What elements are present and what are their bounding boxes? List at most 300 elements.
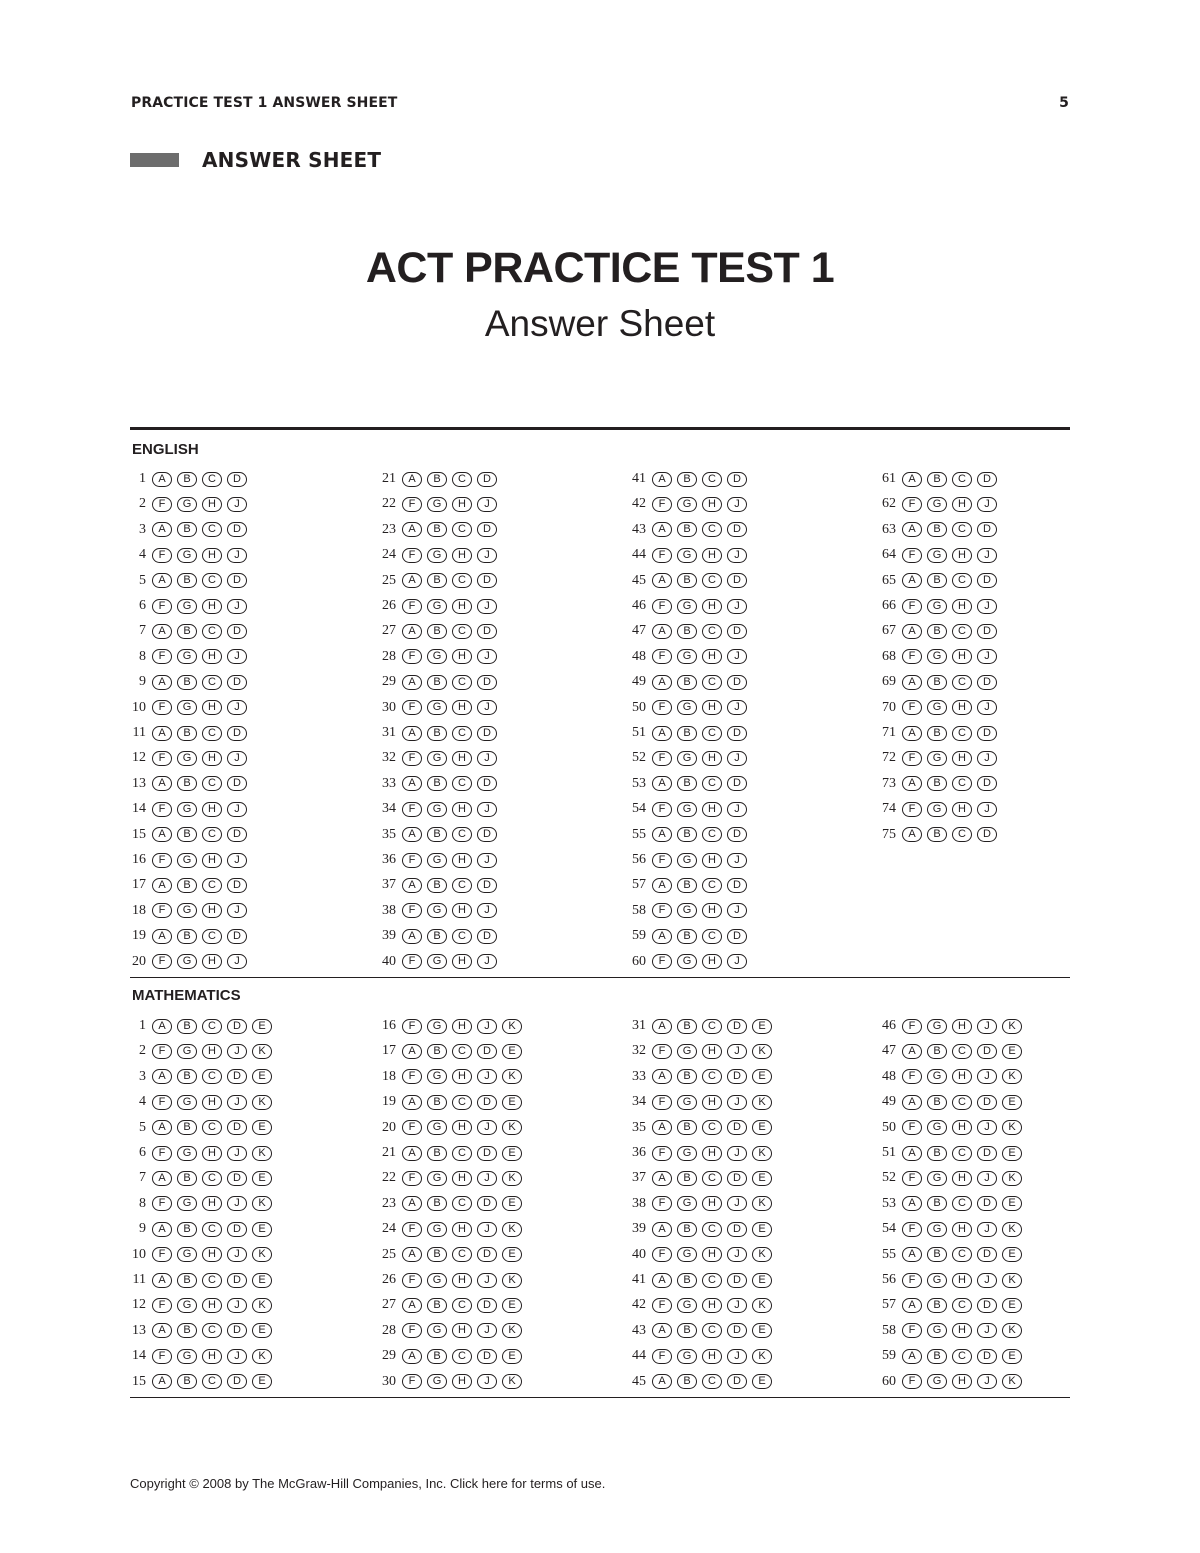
answer-bubble-g[interactable]: G — [427, 497, 447, 512]
answer-bubble-c[interactable]: C — [952, 522, 972, 537]
answer-bubble-a[interactable]: A — [652, 1019, 672, 1034]
answer-bubble-c[interactable]: C — [452, 776, 472, 791]
answer-bubble-b[interactable]: B — [677, 726, 697, 741]
answer-bubble-a[interactable]: A — [152, 522, 172, 537]
answer-bubble-j[interactable]: J — [227, 649, 247, 664]
answer-bubble-e[interactable]: E — [752, 1222, 772, 1237]
answer-bubble-h[interactable]: H — [452, 497, 472, 512]
answer-bubble-d[interactable]: D — [977, 726, 997, 741]
answer-bubble-e[interactable]: E — [502, 1349, 522, 1364]
answer-bubble-a[interactable]: A — [652, 827, 672, 842]
answer-bubble-f[interactable]: F — [902, 649, 922, 664]
answer-bubble-h[interactable]: H — [702, 548, 722, 563]
answer-bubble-j[interactable]: J — [227, 497, 247, 512]
answer-bubble-d[interactable]: D — [227, 878, 247, 893]
answer-bubble-b[interactable]: B — [177, 675, 197, 690]
answer-bubble-f[interactable]: F — [402, 1323, 422, 1338]
answer-bubble-f[interactable]: F — [652, 954, 672, 969]
answer-bubble-h[interactable]: H — [702, 1247, 722, 1262]
answer-bubble-j[interactable]: J — [727, 1095, 747, 1110]
answer-bubble-h[interactable]: H — [452, 1222, 472, 1237]
answer-bubble-j[interactable]: J — [227, 1044, 247, 1059]
answer-bubble-c[interactable]: C — [702, 472, 722, 487]
answer-bubble-g[interactable]: G — [927, 599, 947, 614]
answer-bubble-b[interactable]: B — [927, 776, 947, 791]
answer-bubble-a[interactable]: A — [402, 522, 422, 537]
answer-bubble-f[interactable]: F — [152, 700, 172, 715]
answer-bubble-h[interactable]: H — [202, 802, 222, 817]
answer-bubble-c[interactable]: C — [202, 1171, 222, 1186]
answer-bubble-d[interactable]: D — [977, 1095, 997, 1110]
answer-bubble-e[interactable]: E — [752, 1374, 772, 1389]
answer-bubble-c[interactable]: C — [452, 1298, 472, 1313]
answer-bubble-h[interactable]: H — [452, 903, 472, 918]
answer-bubble-b[interactable]: B — [177, 522, 197, 537]
answer-bubble-j[interactable]: J — [977, 649, 997, 664]
answer-bubble-b[interactable]: B — [427, 1095, 447, 1110]
answer-bubble-d[interactable]: D — [227, 1222, 247, 1237]
answer-bubble-b[interactable]: B — [927, 472, 947, 487]
answer-bubble-f[interactable]: F — [152, 802, 172, 817]
answer-bubble-f[interactable]: F — [152, 649, 172, 664]
answer-bubble-j[interactable]: J — [227, 802, 247, 817]
answer-bubble-k[interactable]: K — [1002, 1069, 1022, 1084]
answer-bubble-h[interactable]: H — [702, 1196, 722, 1211]
answer-bubble-j[interactable]: J — [477, 751, 497, 766]
answer-bubble-a[interactable]: A — [902, 726, 922, 741]
answer-bubble-d[interactable]: D — [727, 1019, 747, 1034]
answer-bubble-h[interactable]: H — [202, 1349, 222, 1364]
answer-bubble-f[interactable]: F — [652, 548, 672, 563]
answer-bubble-e[interactable]: E — [252, 1019, 272, 1034]
answer-bubble-e[interactable]: E — [1002, 1196, 1022, 1211]
answer-bubble-b[interactable]: B — [677, 472, 697, 487]
answer-bubble-a[interactable]: A — [402, 1146, 422, 1161]
answer-bubble-j[interactable]: J — [727, 649, 747, 664]
answer-bubble-j[interactable]: J — [727, 497, 747, 512]
answer-bubble-f[interactable]: F — [902, 802, 922, 817]
answer-bubble-a[interactable]: A — [402, 1095, 422, 1110]
answer-bubble-h[interactable]: H — [702, 1349, 722, 1364]
answer-bubble-a[interactable]: A — [152, 472, 172, 487]
answer-bubble-d[interactable]: D — [227, 1120, 247, 1135]
answer-bubble-c[interactable]: C — [702, 1374, 722, 1389]
answer-bubble-d[interactable]: D — [977, 1044, 997, 1059]
answer-bubble-b[interactable]: B — [677, 1120, 697, 1135]
answer-bubble-c[interactable]: C — [452, 1349, 472, 1364]
answer-bubble-h[interactable]: H — [452, 1374, 472, 1389]
answer-bubble-c[interactable]: C — [702, 1323, 722, 1338]
answer-bubble-f[interactable]: F — [402, 1171, 422, 1186]
answer-bubble-c[interactable]: C — [452, 726, 472, 741]
answer-bubble-f[interactable]: F — [402, 1374, 422, 1389]
answer-bubble-d[interactable]: D — [227, 929, 247, 944]
answer-bubble-c[interactable]: C — [202, 929, 222, 944]
answer-bubble-a[interactable]: A — [652, 1374, 672, 1389]
answer-bubble-b[interactable]: B — [177, 1069, 197, 1084]
answer-bubble-h[interactable]: H — [952, 497, 972, 512]
answer-bubble-a[interactable]: A — [402, 776, 422, 791]
answer-bubble-c[interactable]: C — [952, 1095, 972, 1110]
answer-bubble-a[interactable]: A — [902, 1196, 922, 1211]
answer-bubble-g[interactable]: G — [177, 497, 197, 512]
answer-bubble-a[interactable]: A — [152, 675, 172, 690]
answer-bubble-b[interactable]: B — [177, 827, 197, 842]
answer-bubble-h[interactable]: H — [702, 903, 722, 918]
answer-bubble-f[interactable]: F — [652, 751, 672, 766]
answer-bubble-k[interactable]: K — [1002, 1171, 1022, 1186]
answer-bubble-f[interactable]: F — [402, 853, 422, 868]
answer-bubble-d[interactable]: D — [227, 1323, 247, 1338]
answer-bubble-g[interactable]: G — [927, 1171, 947, 1186]
answer-bubble-k[interactable]: K — [502, 1323, 522, 1338]
answer-bubble-b[interactable]: B — [177, 624, 197, 639]
answer-bubble-f[interactable]: F — [652, 1196, 672, 1211]
answer-bubble-g[interactable]: G — [927, 548, 947, 563]
answer-bubble-d[interactable]: D — [227, 675, 247, 690]
answer-bubble-d[interactable]: D — [977, 776, 997, 791]
answer-bubble-a[interactable]: A — [402, 472, 422, 487]
answer-bubble-j[interactable]: J — [727, 1044, 747, 1059]
answer-bubble-d[interactable]: D — [727, 1171, 747, 1186]
answer-bubble-g[interactable]: G — [427, 903, 447, 918]
answer-bubble-f[interactable]: F — [152, 1247, 172, 1262]
answer-bubble-d[interactable]: D — [727, 1120, 747, 1135]
answer-bubble-d[interactable]: D — [227, 1069, 247, 1084]
answer-bubble-h[interactable]: H — [702, 1095, 722, 1110]
answer-bubble-a[interactable]: A — [402, 573, 422, 588]
answer-bubble-f[interactable]: F — [152, 497, 172, 512]
answer-bubble-f[interactable]: F — [902, 1069, 922, 1084]
answer-bubble-h[interactable]: H — [702, 599, 722, 614]
answer-bubble-c[interactable]: C — [202, 726, 222, 741]
answer-bubble-d[interactable]: D — [977, 1247, 997, 1262]
answer-bubble-h[interactable]: H — [952, 802, 972, 817]
answer-bubble-g[interactable]: G — [927, 1323, 947, 1338]
answer-bubble-c[interactable]: C — [952, 726, 972, 741]
answer-bubble-j[interactable]: J — [477, 1323, 497, 1338]
answer-bubble-c[interactable]: C — [702, 1069, 722, 1084]
answer-bubble-b[interactable]: B — [177, 1222, 197, 1237]
answer-bubble-b[interactable]: B — [177, 472, 197, 487]
answer-bubble-c[interactable]: C — [702, 573, 722, 588]
answer-bubble-c[interactable]: C — [202, 573, 222, 588]
answer-bubble-g[interactable]: G — [677, 1349, 697, 1364]
answer-bubble-g[interactable]: G — [677, 802, 697, 817]
answer-bubble-g[interactable]: G — [427, 1222, 447, 1237]
answer-bubble-g[interactable]: G — [927, 802, 947, 817]
answer-bubble-f[interactable]: F — [652, 853, 672, 868]
answer-bubble-a[interactable]: A — [152, 1120, 172, 1135]
answer-bubble-f[interactable]: F — [902, 1323, 922, 1338]
answer-bubble-c[interactable]: C — [202, 1323, 222, 1338]
answer-bubble-c[interactable]: C — [202, 776, 222, 791]
answer-bubble-k[interactable]: K — [502, 1120, 522, 1135]
answer-bubble-c[interactable]: C — [452, 1095, 472, 1110]
answer-bubble-a[interactable]: A — [652, 1069, 672, 1084]
answer-bubble-g[interactable]: G — [927, 1374, 947, 1389]
answer-bubble-h[interactable]: H — [952, 700, 972, 715]
answer-bubble-j[interactable]: J — [977, 1222, 997, 1237]
answer-bubble-b[interactable]: B — [427, 776, 447, 791]
answer-bubble-j[interactable]: J — [477, 1273, 497, 1288]
answer-bubble-j[interactable]: J — [477, 497, 497, 512]
answer-bubble-b[interactable]: B — [927, 1349, 947, 1364]
answer-bubble-e[interactable]: E — [502, 1146, 522, 1161]
answer-bubble-h[interactable]: H — [202, 1247, 222, 1262]
answer-bubble-k[interactable]: K — [502, 1171, 522, 1186]
answer-bubble-e[interactable]: E — [752, 1120, 772, 1135]
answer-bubble-j[interactable]: J — [227, 751, 247, 766]
answer-bubble-a[interactable]: A — [902, 827, 922, 842]
answer-bubble-c[interactable]: C — [202, 1069, 222, 1084]
answer-bubble-h[interactable]: H — [452, 1069, 472, 1084]
answer-bubble-j[interactable]: J — [227, 1298, 247, 1313]
answer-bubble-k[interactable]: K — [1002, 1374, 1022, 1389]
answer-bubble-e[interactable]: E — [1002, 1095, 1022, 1110]
answer-bubble-d[interactable]: D — [477, 1044, 497, 1059]
answer-bubble-k[interactable]: K — [1002, 1273, 1022, 1288]
answer-bubble-j[interactable]: J — [727, 1247, 747, 1262]
answer-bubble-b[interactable]: B — [677, 1273, 697, 1288]
answer-bubble-c[interactable]: C — [952, 1146, 972, 1161]
answer-bubble-k[interactable]: K — [752, 1196, 772, 1211]
answer-bubble-d[interactable]: D — [727, 675, 747, 690]
answer-bubble-b[interactable]: B — [677, 1323, 697, 1338]
answer-bubble-g[interactable]: G — [427, 1273, 447, 1288]
answer-bubble-h[interactable]: H — [702, 853, 722, 868]
answer-bubble-j[interactable]: J — [727, 751, 747, 766]
answer-bubble-a[interactable]: A — [152, 776, 172, 791]
answer-bubble-k[interactable]: K — [752, 1044, 772, 1059]
answer-bubble-g[interactable]: G — [677, 1196, 697, 1211]
answer-bubble-a[interactable]: A — [902, 675, 922, 690]
answer-bubble-f[interactable]: F — [652, 497, 672, 512]
answer-bubble-c[interactable]: C — [952, 1349, 972, 1364]
answer-bubble-g[interactable]: G — [927, 1273, 947, 1288]
answer-bubble-c[interactable]: C — [452, 1044, 472, 1059]
answer-bubble-k[interactable]: K — [252, 1196, 272, 1211]
answer-bubble-j[interactable]: J — [477, 954, 497, 969]
answer-bubble-g[interactable]: G — [427, 802, 447, 817]
answer-bubble-j[interactable]: J — [477, 1019, 497, 1034]
answer-bubble-j[interactable]: J — [227, 599, 247, 614]
answer-bubble-h[interactable]: H — [452, 649, 472, 664]
answer-bubble-e[interactable]: E — [252, 1273, 272, 1288]
answer-bubble-j[interactable]: J — [977, 1273, 997, 1288]
answer-bubble-h[interactable]: H — [702, 497, 722, 512]
answer-bubble-b[interactable]: B — [677, 1069, 697, 1084]
answer-bubble-h[interactable]: H — [202, 903, 222, 918]
answer-bubble-c[interactable]: C — [702, 624, 722, 639]
answer-bubble-g[interactable]: G — [677, 1044, 697, 1059]
answer-bubble-d[interactable]: D — [227, 776, 247, 791]
answer-bubble-a[interactable]: A — [902, 624, 922, 639]
answer-bubble-b[interactable]: B — [927, 1146, 947, 1161]
answer-bubble-j[interactable]: J — [727, 1146, 747, 1161]
answer-bubble-e[interactable]: E — [502, 1247, 522, 1262]
answer-bubble-j[interactable]: J — [227, 700, 247, 715]
answer-bubble-b[interactable]: B — [927, 1247, 947, 1262]
answer-bubble-c[interactable]: C — [952, 675, 972, 690]
answer-bubble-d[interactable]: D — [477, 1349, 497, 1364]
answer-bubble-d[interactable]: D — [977, 1146, 997, 1161]
answer-bubble-d[interactable]: D — [977, 675, 997, 690]
answer-bubble-a[interactable]: A — [902, 1146, 922, 1161]
answer-bubble-f[interactable]: F — [402, 649, 422, 664]
answer-bubble-b[interactable]: B — [177, 1273, 197, 1288]
answer-bubble-a[interactable]: A — [652, 1222, 672, 1237]
answer-bubble-h[interactable]: H — [702, 649, 722, 664]
answer-bubble-c[interactable]: C — [452, 827, 472, 842]
answer-bubble-f[interactable]: F — [652, 1298, 672, 1313]
answer-bubble-b[interactable]: B — [677, 1374, 697, 1389]
answer-bubble-d[interactable]: D — [727, 827, 747, 842]
answer-bubble-a[interactable]: A — [402, 726, 422, 741]
answer-bubble-g[interactable]: G — [177, 1095, 197, 1110]
answer-bubble-e[interactable]: E — [502, 1095, 522, 1110]
answer-bubble-f[interactable]: F — [402, 954, 422, 969]
answer-bubble-c[interactable]: C — [702, 1120, 722, 1135]
answer-bubble-g[interactable]: G — [677, 1146, 697, 1161]
answer-bubble-j[interactable]: J — [477, 1120, 497, 1135]
answer-bubble-f[interactable]: F — [652, 1349, 672, 1364]
answer-bubble-f[interactable]: F — [902, 1222, 922, 1237]
answer-bubble-g[interactable]: G — [677, 1095, 697, 1110]
answer-bubble-d[interactable]: D — [977, 573, 997, 588]
answer-bubble-f[interactable]: F — [402, 497, 422, 512]
answer-bubble-g[interactable]: G — [427, 649, 447, 664]
answer-bubble-j[interactable]: J — [727, 853, 747, 868]
answer-bubble-k[interactable]: K — [502, 1374, 522, 1389]
answer-bubble-g[interactable]: G — [177, 1196, 197, 1211]
answer-bubble-k[interactable]: K — [752, 1146, 772, 1161]
answer-bubble-c[interactable]: C — [202, 1019, 222, 1034]
answer-bubble-b[interactable]: B — [177, 1120, 197, 1135]
answer-bubble-g[interactable]: G — [177, 1044, 197, 1059]
answer-bubble-b[interactable]: B — [427, 573, 447, 588]
answer-bubble-b[interactable]: B — [927, 624, 947, 639]
answer-bubble-d[interactable]: D — [227, 1374, 247, 1389]
answer-bubble-a[interactable]: A — [152, 726, 172, 741]
answer-bubble-b[interactable]: B — [927, 726, 947, 741]
answer-bubble-a[interactable]: A — [902, 1247, 922, 1262]
answer-bubble-j[interactable]: J — [977, 1323, 997, 1338]
answer-bubble-k[interactable]: K — [502, 1019, 522, 1034]
answer-bubble-f[interactable]: F — [902, 1171, 922, 1186]
answer-bubble-d[interactable]: D — [477, 1146, 497, 1161]
answer-bubble-a[interactable]: A — [652, 573, 672, 588]
answer-bubble-j[interactable]: J — [977, 1120, 997, 1135]
answer-bubble-g[interactable]: G — [177, 599, 197, 614]
answer-bubble-c[interactable]: C — [952, 776, 972, 791]
answer-bubble-b[interactable]: B — [177, 929, 197, 944]
answer-bubble-f[interactable]: F — [402, 903, 422, 918]
answer-bubble-g[interactable]: G — [427, 599, 447, 614]
answer-bubble-j[interactable]: J — [477, 903, 497, 918]
answer-bubble-b[interactable]: B — [427, 827, 447, 842]
answer-bubble-k[interactable]: K — [252, 1247, 272, 1262]
answer-bubble-f[interactable]: F — [902, 1019, 922, 1034]
answer-bubble-g[interactable]: G — [927, 751, 947, 766]
answer-bubble-c[interactable]: C — [952, 1196, 972, 1211]
answer-bubble-h[interactable]: H — [702, 802, 722, 817]
answer-bubble-a[interactable]: A — [402, 1298, 422, 1313]
answer-bubble-c[interactable]: C — [702, 1273, 722, 1288]
answer-bubble-f[interactable]: F — [902, 497, 922, 512]
answer-bubble-f[interactable]: F — [402, 1120, 422, 1135]
answer-bubble-d[interactable]: D — [227, 827, 247, 842]
answer-bubble-d[interactable]: D — [227, 573, 247, 588]
answer-bubble-c[interactable]: C — [702, 1171, 722, 1186]
answer-bubble-f[interactable]: F — [402, 1019, 422, 1034]
answer-bubble-a[interactable]: A — [402, 1247, 422, 1262]
answer-bubble-b[interactable]: B — [927, 675, 947, 690]
answer-bubble-e[interactable]: E — [752, 1323, 772, 1338]
answer-bubble-a[interactable]: A — [902, 573, 922, 588]
answer-bubble-j[interactable]: J — [477, 649, 497, 664]
answer-bubble-b[interactable]: B — [177, 1019, 197, 1034]
answer-bubble-c[interactable]: C — [202, 472, 222, 487]
answer-bubble-a[interactable]: A — [652, 878, 672, 893]
answer-bubble-h[interactable]: H — [202, 1044, 222, 1059]
answer-bubble-h[interactable]: H — [202, 1095, 222, 1110]
answer-bubble-b[interactable]: B — [427, 929, 447, 944]
answer-bubble-c[interactable]: C — [202, 878, 222, 893]
answer-bubble-d[interactable]: D — [477, 573, 497, 588]
answer-bubble-h[interactable]: H — [952, 1374, 972, 1389]
answer-bubble-j[interactable]: J — [227, 1247, 247, 1262]
answer-bubble-d[interactable]: D — [727, 1069, 747, 1084]
answer-bubble-a[interactable]: A — [652, 1171, 672, 1186]
answer-bubble-b[interactable]: B — [677, 827, 697, 842]
answer-bubble-k[interactable]: K — [752, 1095, 772, 1110]
answer-bubble-d[interactable]: D — [477, 878, 497, 893]
answer-bubble-a[interactable]: A — [152, 1273, 172, 1288]
answer-bubble-f[interactable]: F — [152, 1196, 172, 1211]
answer-bubble-j[interactable]: J — [477, 853, 497, 868]
answer-bubble-g[interactable]: G — [427, 700, 447, 715]
answer-bubble-c[interactable]: C — [452, 624, 472, 639]
answer-bubble-a[interactable]: A — [152, 1374, 172, 1389]
answer-bubble-f[interactable]: F — [652, 649, 672, 664]
answer-bubble-h[interactable]: H — [952, 1120, 972, 1135]
answer-bubble-j[interactable]: J — [477, 1222, 497, 1237]
answer-bubble-j[interactable]: J — [227, 1095, 247, 1110]
answer-bubble-d[interactable]: D — [727, 1374, 747, 1389]
answer-bubble-h[interactable]: H — [202, 751, 222, 766]
answer-bubble-d[interactable]: D — [727, 726, 747, 741]
answer-bubble-b[interactable]: B — [177, 1323, 197, 1338]
answer-bubble-f[interactable]: F — [152, 954, 172, 969]
answer-bubble-k[interactable]: K — [1002, 1019, 1022, 1034]
answer-bubble-g[interactable]: G — [677, 548, 697, 563]
answer-bubble-d[interactable]: D — [227, 1171, 247, 1186]
answer-bubble-g[interactable]: G — [177, 802, 197, 817]
answer-bubble-e[interactable]: E — [252, 1069, 272, 1084]
answer-bubble-d[interactable]: D — [727, 1222, 747, 1237]
answer-bubble-h[interactable]: H — [202, 1196, 222, 1211]
answer-bubble-k[interactable]: K — [252, 1044, 272, 1059]
answer-bubble-h[interactable]: H — [202, 649, 222, 664]
answer-bubble-c[interactable]: C — [702, 776, 722, 791]
answer-bubble-b[interactable]: B — [427, 624, 447, 639]
answer-bubble-a[interactable]: A — [402, 1044, 422, 1059]
answer-bubble-f[interactable]: F — [652, 1146, 672, 1161]
answer-bubble-a[interactable]: A — [652, 675, 672, 690]
answer-bubble-c[interactable]: C — [202, 1273, 222, 1288]
answer-bubble-b[interactable]: B — [927, 1095, 947, 1110]
